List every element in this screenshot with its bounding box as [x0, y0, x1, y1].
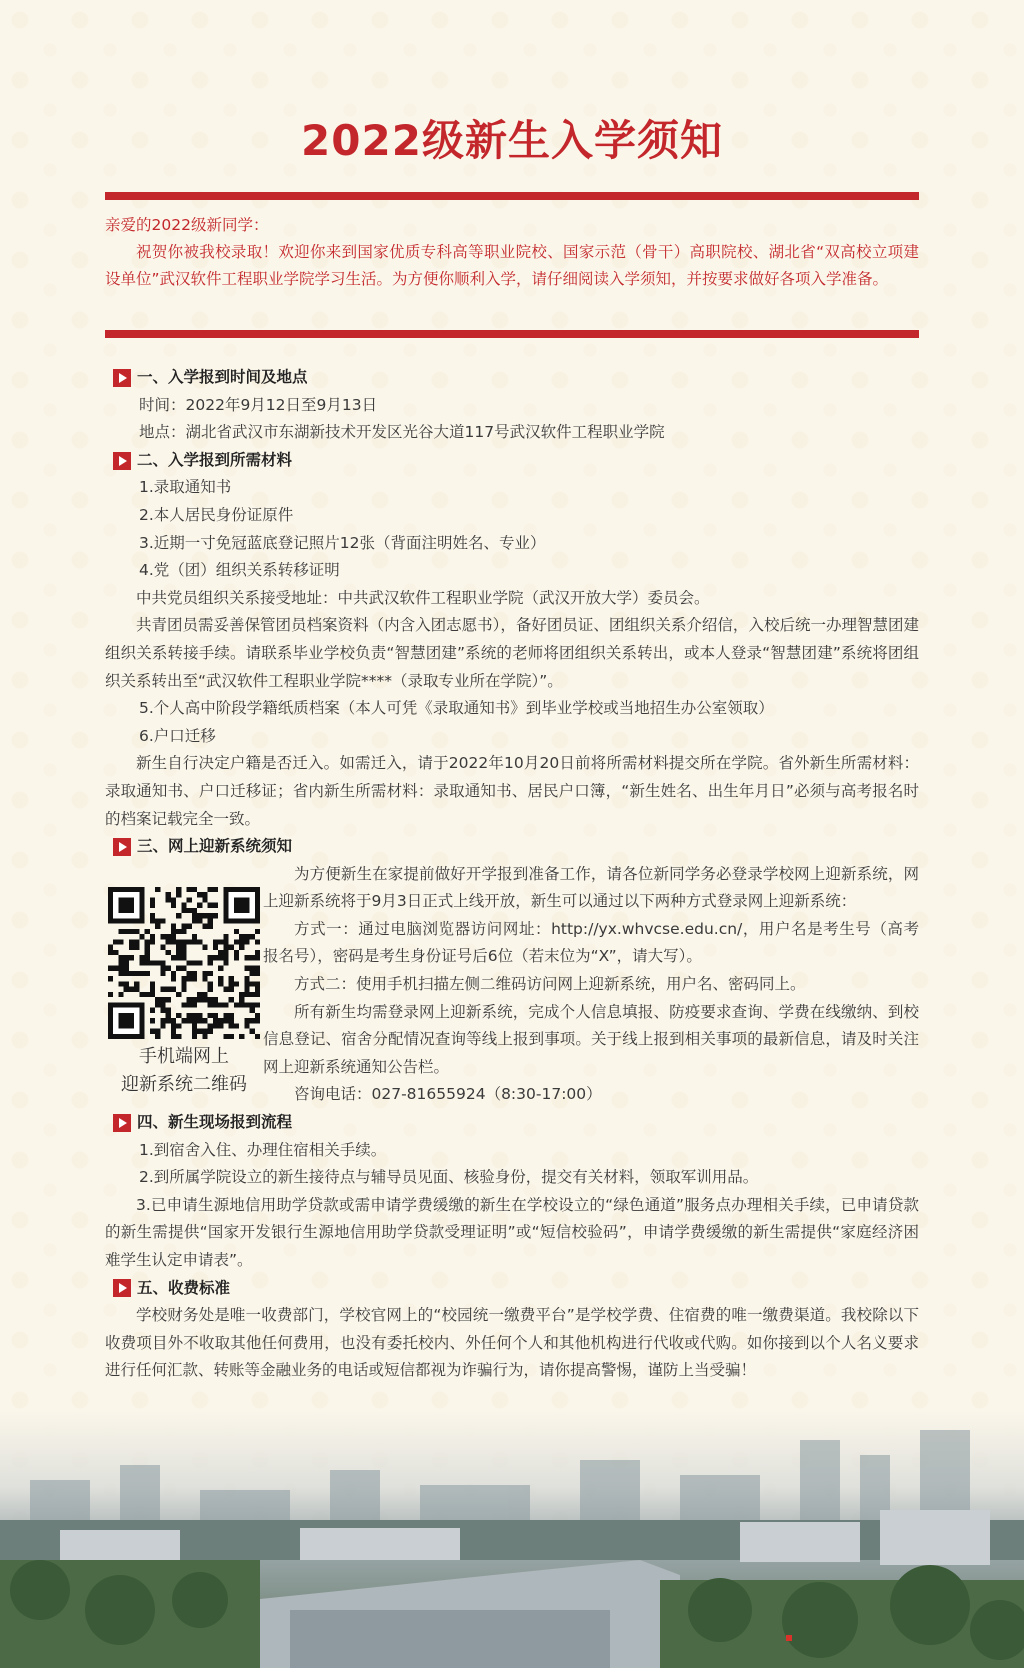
section-heading-2: 二、入学报到所需材料 — [105, 447, 919, 475]
list-item: 1.到宿舍入住、办理住宿相关手续。 — [139, 1140, 387, 1159]
section-heading-4: 四、新生现场报到流程 — [105, 1109, 919, 1137]
qr-section — [105, 861, 919, 1109]
play-icon — [113, 1114, 131, 1132]
top-divider — [105, 192, 919, 200]
page-title: 2022级新生入学须知 — [301, 116, 723, 165]
list-item: 3.近期一寸免冠蓝底登记照片12张（背面注明姓名、专业） — [139, 533, 546, 552]
section-heading-5: 五、收费标准 — [105, 1275, 919, 1303]
qr-code-icon[interactable] — [108, 887, 260, 1039]
list-item: 5.个人高中阶段学籍纸质档案（本人可凭《录取通知书》到毕业学校或当地招生办公室领取） — [139, 699, 774, 718]
campus-skyline-icon — [0, 1410, 1024, 1668]
intro-body: 祝贺你被我校录取！欢迎你来到国家优质专科高等职业院校、国家示范（骨干）高职院校、湖北省“双高校立项建设单位”武汉软件工程职业学院学习生活。为方便你顺利入学，请仔细阅读入学须知，并按要求做好各项入学准备。 — [105, 243, 919, 288]
qr-column — [105, 861, 263, 1109]
s2-league: 共青团员需妥善保管团员档案资料（内含入团志愿书），备好团员证、团组织关系介绍信，入校后统一办理智慧团建组织关系转接手续。请联系毕业学校负责“智慧团建”系统的老师将团组织关系转出，或本人登录“智慧团建”系统将团组织关系转出至“武汉软件工程职业学院****（录取专业所在学院）”。 — [105, 616, 919, 690]
play-icon — [113, 1279, 131, 1297]
play-icon — [113, 838, 131, 856]
section-heading-3: 三、网上迎新系统须知 — [105, 833, 919, 861]
s3-phone: 咨询电话：027-81655924（8:30-17:00） — [294, 1085, 602, 1104]
list-item: 3.已申请生源地信用助学贷款或需申请学费缓缴的新生在学校设立的“绿色通道”服务点办理相关手续，已申请贷款的新生需提供“国家开发银行生源地信用助学贷款受理证明”或“短信校验码”，申请学费缓缴的新生需提供“家庭经济困难学生认定申请表”。 — [105, 1195, 919, 1269]
s1-time: 时间：2022年9月12日至9月13日 — [139, 395, 378, 414]
s3-p1: 为方便新生在家提前做好开学报到准备工作，请各位新同学务必登录学校网上迎新系统，网上迎新系统将于9月3日正式上线开放，新生可以通过以下两种方式登录网上迎新系统： — [263, 864, 919, 911]
play-icon — [113, 452, 131, 470]
campus-photo — [0, 1410, 1024, 1668]
list-item: 2.到所属学院设立的新生接待点与辅导员见面、核验身份，提交有关材料，领取军训用品。 — [139, 1168, 759, 1187]
qr-caption: 手机端网上 迎新系统二维码 — [121, 1045, 247, 1095]
s2-party: 中共党员组织关系接受地址：中共武汉软件工程职业学院（武汉开放大学）委员会。 — [136, 588, 710, 607]
play-icon — [113, 369, 131, 387]
bottom-divider — [105, 330, 919, 338]
intro-block — [105, 212, 919, 293]
s5-body: 学校财务处是唯一收费部门，学校官网上的“校园统一缴费平台”是学校学费、住宿费的唯一缴费渠道。我校除以下收费项目外不收取其他任何费用，也没有委托校内、外任何个人和其他机构进行代收或代购。如你接到以个人名义要求进行任何汇款、转账等金融业务的电话或短信都视为诈骗行为，请你提高警惕，谨防上当受骗！ — [105, 1306, 919, 1380]
section-heading-1: 一、入学报到时间及地点 — [105, 364, 919, 392]
qr-text — [263, 861, 919, 1109]
content — [105, 364, 919, 1385]
s1-place: 地点：湖北省武汉市东湖新技术开发区光谷大道117号武汉软件工程职业学院 — [139, 423, 665, 442]
list-item: 4.党（团）组织关系转移证明 — [139, 561, 340, 580]
s3-p3: 方式二：使用手机扫描左侧二维码访问网上迎新系统，用户名、密码同上。 — [294, 975, 806, 994]
list-item: 2.本人居民身份证原件 — [139, 505, 294, 524]
greeting: 亲爱的2022级新同学： — [105, 216, 269, 234]
s3-p4: 所有新生均需登录网上迎新系统，完成个人信息填报、防疫要求查询、学费在线缴纳、到校信息登记、宿舍分配情况查询等线上报到事项。关于线上报到相关事项的最新信息，请及时关注网上迎新系统通知公告栏。 — [263, 1002, 919, 1076]
list-item: 1.录取通知书 — [139, 478, 232, 497]
s2-hukou: 新生自行决定户籍是否迁入。如需迁入，请于2022年10月20日前将所需材料提交所在学院。省外新生所需材料：录取通知书、户口迁移证；省内新生所需材料：录取通知书、居民户口簿，“新生姓名、出生年月日”必须与高考报名时的档案记载完全一致。 — [105, 754, 919, 828]
s3-p2: 方式一：通过电脑浏览器访问网址：http://yx.whvcse.edu.cn/，用户名是考生号（高考报名号），密码是考生身份证号后6位（若末位为“X”，请大写）。 — [263, 919, 919, 966]
list-item: 6.户口迁移 — [139, 726, 216, 745]
